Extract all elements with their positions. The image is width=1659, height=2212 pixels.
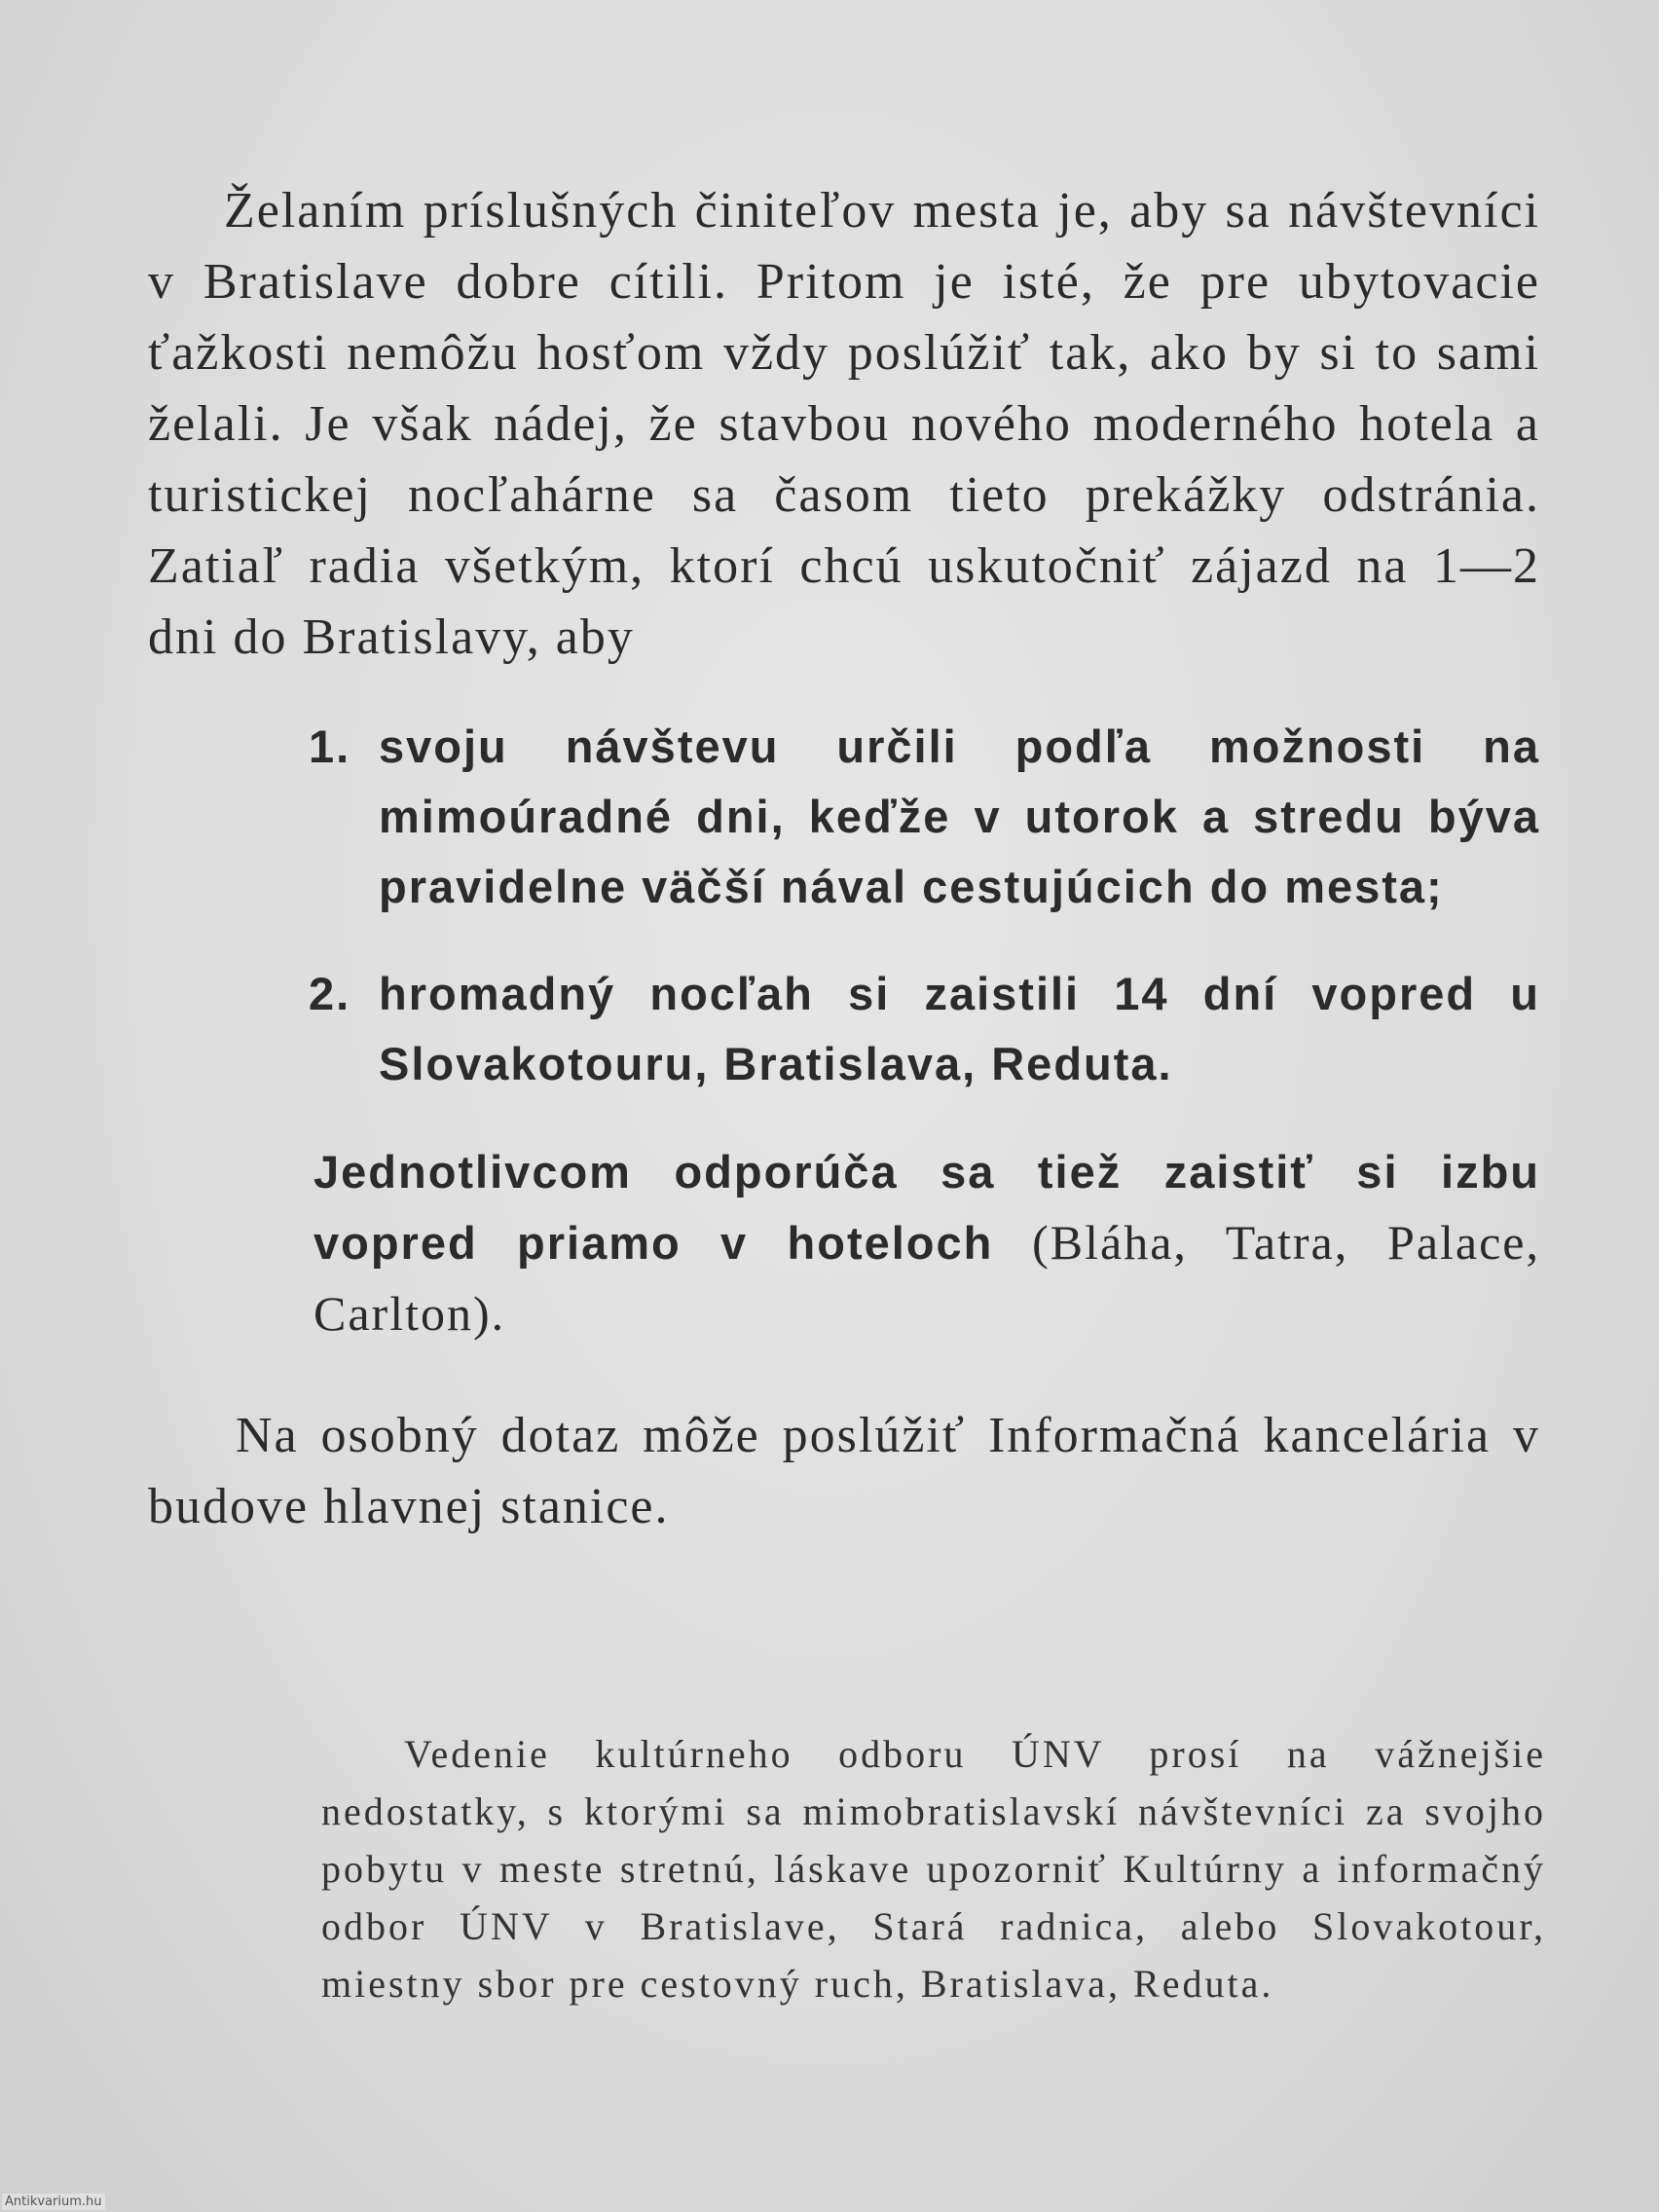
contact-paragraph: Na osobný dotaz môže poslúžiť Informačná kancelária v budove hlavnej stanice. bbox=[148, 1408, 1540, 1534]
intro-paragraph: Želaním príslušných činiteľov mesta je, aby sa návštevníci v Bratislave dobre cítili. Pritom je isté, že pre ubytovacie ťažkosti nemôžu hosťom vždy poslúžiť tak, ako by si to sami želali. Je však nádej, že stavbou nového moderného hotela a turistickej nocľahárne sa časom tieto prekážky odstránia. Zatiaľ radia všetkým, ktorí chcú uskutočniť zájazd na 1—2 dni do Bratislavy, aby bbox=[148, 183, 1540, 665]
main-text bbox=[148, 175, 1540, 1542]
recommendation-list bbox=[148, 712, 1540, 1099]
watermark-label: Antikvarium.hu bbox=[2, 2194, 105, 2210]
list-item bbox=[309, 959, 1540, 1099]
list-item-text: svoju návštevu určili podľa možnosti na mimoúradné dni, keďže v utorok a stredu býva pravidelne väčší nával cestujúcich do mesta; bbox=[379, 720, 1540, 912]
list-item-text: hromadný nocľah si zaistili 14 dní vopred u Slovakotouru, Bratislava, Reduta. bbox=[379, 968, 1540, 1089]
list-item-number: 1. bbox=[309, 720, 351, 772]
list-item-number: 2. bbox=[309, 968, 351, 1019]
single-guests-paragraph bbox=[313, 1136, 1540, 1349]
list-item bbox=[309, 712, 1540, 922]
footnote-paragraph: Vedenie kultúrneho odboru ÚNV prosí na vážnejšie nedostatky, s ktorými sa mimobratislavskí návštevníci za svojho pobytu v meste stretnú, láskave upozorniť Kultúrny a informačný odbor ÚNV v Bratislave, Stará radnica, alebo Slovakotour, miestny sbor pre cestovný ruch, Bratislava, Reduta. bbox=[321, 1732, 1546, 2006]
single-guests-bold-text: Jednotlivcom odporúča sa tiež zaistiť si izbu vopred priamo v hoteloch bbox=[313, 1146, 1540, 1269]
hotel-list-text: (Bláha, Tatra, Palace, Carlton). bbox=[313, 1215, 1540, 1341]
